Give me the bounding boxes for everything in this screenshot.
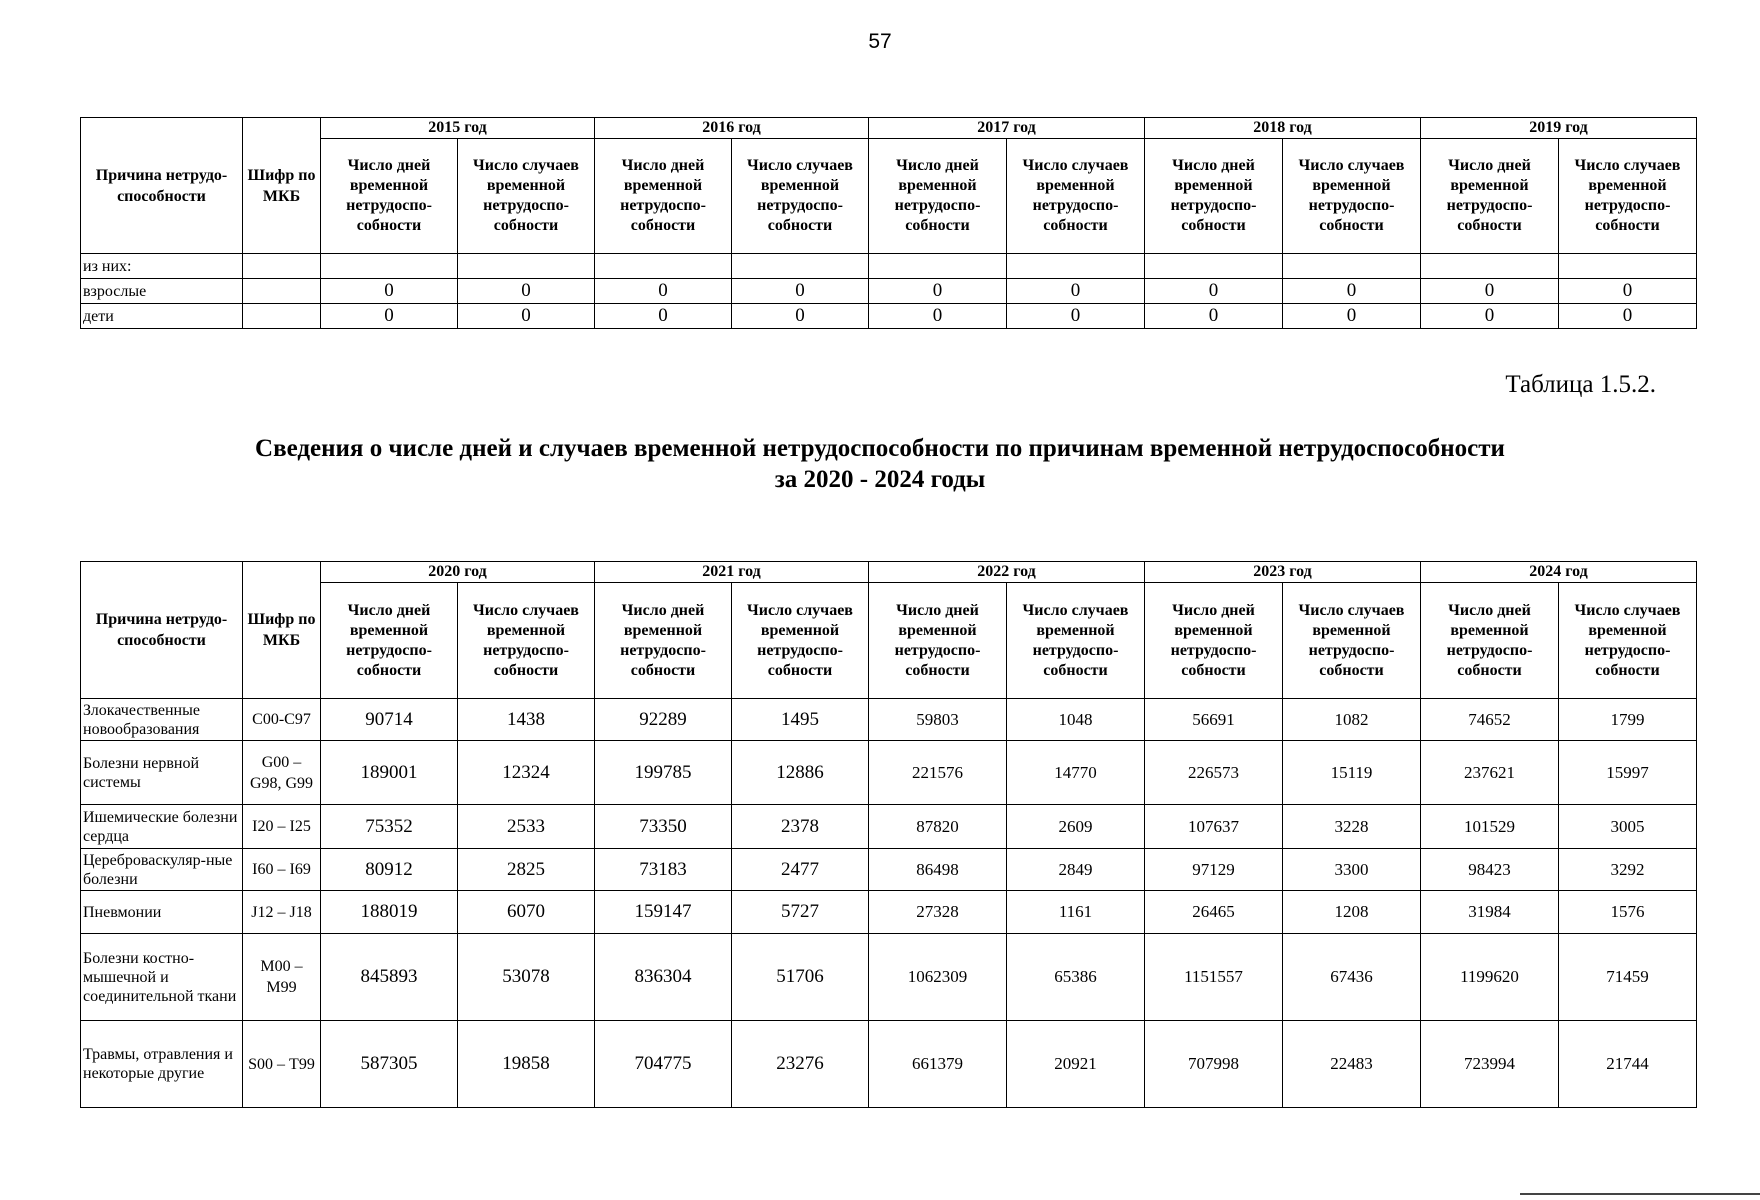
row-reason: Травмы, отравления и некоторые другие: [81, 1021, 243, 1108]
cell-cases: 2849: [1007, 849, 1145, 891]
cell-cases: 15119: [1283, 741, 1421, 805]
cell-days: 87820: [869, 805, 1007, 849]
cell-cases: 0: [458, 279, 595, 304]
table-row: [81, 849, 1697, 891]
year-header: 2021 год: [595, 562, 869, 583]
cell-days: 86498: [869, 849, 1007, 891]
table2-body: [81, 699, 1697, 1108]
cell-days: 1151557: [1145, 934, 1283, 1021]
cell-cases: 22483: [1283, 1021, 1421, 1108]
cell-days: 0: [1421, 279, 1559, 304]
cell-days: 0: [869, 279, 1007, 304]
cell-days: 723994: [1421, 1021, 1559, 1108]
cell-cases: 0: [1283, 304, 1421, 329]
cell-days: 189001: [321, 741, 458, 805]
cell-cases: [458, 254, 595, 279]
cell-cases: 2609: [1007, 805, 1145, 849]
cell-days: 1062309: [869, 934, 1007, 1021]
cell-cases: 2533: [458, 805, 595, 849]
table-2015-2019: [80, 117, 1697, 329]
year-header: 2022 год: [869, 562, 1145, 583]
cell-cases: 0: [1007, 279, 1145, 304]
cell-cases: 12886: [732, 741, 869, 805]
cell-cases: [1283, 254, 1421, 279]
page-number: 57: [868, 30, 892, 53]
cell-days: [1145, 254, 1283, 279]
cell-cases: 2477: [732, 849, 869, 891]
cell-days: 0: [1145, 304, 1283, 329]
cell-days: 0: [595, 279, 732, 304]
cell-cases: 6070: [458, 891, 595, 934]
cell-cases: 71459: [1559, 934, 1697, 1021]
table-row: [81, 1021, 1697, 1108]
cell-cases: 2378: [732, 805, 869, 849]
cell-days: 707998: [1145, 1021, 1283, 1108]
cell-days: 0: [595, 304, 732, 329]
cell-days: 27328: [869, 891, 1007, 934]
year-header: 2024 год: [1421, 562, 1697, 583]
cell-days: 661379: [869, 1021, 1007, 1108]
header-days: Число дней временной нетрудоспо-собности: [595, 139, 732, 254]
row-code: [243, 254, 321, 279]
cell-cases: 21744: [1559, 1021, 1697, 1108]
cell-cases: 1208: [1283, 891, 1421, 934]
cell-days: [595, 254, 732, 279]
cell-cases: 5727: [732, 891, 869, 934]
cell-cases: 3228: [1283, 805, 1421, 849]
cell-cases: 3292: [1559, 849, 1697, 891]
cell-days: 0: [321, 304, 458, 329]
table-2020-2024: [80, 561, 1697, 1108]
cell-days: 587305: [321, 1021, 458, 1108]
row-reason: Пневмонии: [81, 891, 243, 934]
cell-cases: 3005: [1559, 805, 1697, 849]
header-days: Число дней временной нетрудоспо-собности: [321, 583, 458, 699]
row-code: I60 – I69: [243, 849, 321, 891]
table-row: [81, 934, 1697, 1021]
cell-days: 226573: [1145, 741, 1283, 805]
header-days: Число дней временной нетрудоспо-собности: [1421, 139, 1559, 254]
cell-cases: 12324: [458, 741, 595, 805]
cell-days: 74652: [1421, 699, 1559, 741]
cell-days: 188019: [321, 891, 458, 934]
row-reason: Ишемические болезни сердца: [81, 805, 243, 849]
header-reason: Причина нетрудо-способности: [81, 562, 243, 699]
cell-days: 836304: [595, 934, 732, 1021]
cell-cases: 1048: [1007, 699, 1145, 741]
cell-days: [869, 254, 1007, 279]
cell-days: [321, 254, 458, 279]
cell-days: 1199620: [1421, 934, 1559, 1021]
row-code: S00 – Т99: [243, 1021, 321, 1108]
cell-cases: 1495: [732, 699, 869, 741]
row-reason: Злокачественные новообразования: [81, 699, 243, 741]
cell-days: 26465: [1145, 891, 1283, 934]
header-cases: Число случаев временной нетрудоспо-собности: [458, 583, 595, 699]
cell-cases: 0: [732, 279, 869, 304]
cell-cases: 2825: [458, 849, 595, 891]
cell-days: 73350: [595, 805, 732, 849]
table-row: [81, 891, 1697, 934]
cell-days: 159147: [595, 891, 732, 934]
row-code: [243, 279, 321, 304]
cell-days: 107637: [1145, 805, 1283, 849]
cell-cases: 0: [1559, 279, 1697, 304]
table-row: [81, 304, 1697, 329]
year-header: 2015 год: [321, 118, 595, 139]
header-cases: Число случаев временной нетрудоспо-собности: [1283, 583, 1421, 699]
cell-cases: [1007, 254, 1145, 279]
cell-cases: 1082: [1283, 699, 1421, 741]
cell-cases: 1576: [1559, 891, 1697, 934]
cell-days: 31984: [1421, 891, 1559, 934]
row-reason: Болезни костно-мышечной и соединительной ткани: [81, 934, 243, 1021]
cell-cases: 0: [1559, 304, 1697, 329]
cell-cases: 65386: [1007, 934, 1145, 1021]
cell-days: 0: [1421, 304, 1559, 329]
cell-days: [1421, 254, 1559, 279]
cell-days: 90714: [321, 699, 458, 741]
row-reason: Цереброваскуляр-ные болезни: [81, 849, 243, 891]
cell-cases: 67436: [1283, 934, 1421, 1021]
table1-header: [81, 118, 1697, 254]
cell-days: 59803: [869, 699, 1007, 741]
table-title-line-1: Сведения о числе дней и случаев временной нетрудоспособности по причинам временной нетрудоспособности: [255, 435, 1505, 462]
header-code: Шифр по МКБ: [243, 118, 321, 254]
year-header: 2019 год: [1421, 118, 1697, 139]
cell-cases: 20921: [1007, 1021, 1145, 1108]
row-code: М00 – М99: [243, 934, 321, 1021]
cell-cases: 0: [732, 304, 869, 329]
cell-days: 199785: [595, 741, 732, 805]
cell-cases: 0: [1007, 304, 1145, 329]
cell-days: 845893: [321, 934, 458, 1021]
year-header: 2018 год: [1145, 118, 1421, 139]
row-code: G00 – G98, G99: [243, 741, 321, 805]
row-reason: из них:: [81, 254, 243, 279]
cell-days: 101529: [1421, 805, 1559, 849]
cell-cases: 1799: [1559, 699, 1697, 741]
year-header: 2017 год: [869, 118, 1145, 139]
cell-cases: 0: [1283, 279, 1421, 304]
cell-cases: [1559, 254, 1697, 279]
cell-days: 221576: [869, 741, 1007, 805]
cell-days: 97129: [1145, 849, 1283, 891]
cell-cases: 53078: [458, 934, 595, 1021]
row-code: J12 – J18: [243, 891, 321, 934]
cell-days: 92289: [595, 699, 732, 741]
table-row: [81, 279, 1697, 304]
header-days: Число дней временной нетрудоспо-собности: [1145, 583, 1283, 699]
row-reason: взрослые: [81, 279, 243, 304]
table2-header: [81, 562, 1697, 699]
cell-days: 0: [1145, 279, 1283, 304]
header-reason: Причина нетрудо-способности: [81, 118, 243, 254]
cell-cases: 0: [458, 304, 595, 329]
header-days: Число дней временной нетрудоспо-собности: [869, 583, 1007, 699]
cell-days: 0: [321, 279, 458, 304]
table-title: [0, 433, 1760, 495]
table1-body: [81, 254, 1697, 329]
row-reason: дети: [81, 304, 243, 329]
table-label: Таблица 1.5.2.: [1505, 371, 1656, 398]
cell-days: 237621: [1421, 741, 1559, 805]
cell-days: 56691: [1145, 699, 1283, 741]
cell-days: 80912: [321, 849, 458, 891]
header-cases: Число случаев временной нетрудоспо-собности: [732, 139, 869, 254]
table-row: [81, 699, 1697, 741]
table-row: [81, 805, 1697, 849]
footer-rule: [1520, 1193, 1760, 1195]
cell-cases: 1161: [1007, 891, 1145, 934]
header-days: Число дней временной нетрудоспо-собности: [869, 139, 1007, 254]
table-title-line-2: за 2020 - 2024 годы: [774, 466, 986, 493]
cell-cases: 1438: [458, 699, 595, 741]
cell-cases: 15997: [1559, 741, 1697, 805]
year-header: 2020 год: [321, 562, 595, 583]
year-header: 2023 год: [1145, 562, 1421, 583]
cell-days: 75352: [321, 805, 458, 849]
header-cases: Число случаев временной нетрудоспо-собности: [458, 139, 595, 254]
cell-cases: [732, 254, 869, 279]
row-code: [243, 304, 321, 329]
cell-cases: 14770: [1007, 741, 1145, 805]
header-days: Число дней временной нетрудоспо-собности: [1145, 139, 1283, 254]
row-code: I20 – I25: [243, 805, 321, 849]
header-cases: Число случаев временной нетрудоспо-собности: [1559, 583, 1697, 699]
table-row: [81, 741, 1697, 805]
row-code: С00-С97: [243, 699, 321, 741]
cell-days: 98423: [1421, 849, 1559, 891]
cell-cases: 3300: [1283, 849, 1421, 891]
cell-days: 0: [869, 304, 1007, 329]
table-row: [81, 254, 1697, 279]
header-cases: Число случаев временной нетрудоспо-собности: [1007, 583, 1145, 699]
header-days: Число дней временной нетрудоспо-собности: [321, 139, 458, 254]
cell-cases: 23276: [732, 1021, 869, 1108]
header-code: Шифр по МКБ: [243, 562, 321, 699]
header-cases: Число случаев временной нетрудоспо-собности: [1007, 139, 1145, 254]
header-cases: Число случаев временной нетрудоспо-собности: [732, 583, 869, 699]
header-cases: Число случаев временной нетрудоспо-собности: [1559, 139, 1697, 254]
row-reason: Болезни нервной системы: [81, 741, 243, 805]
cell-days: 704775: [595, 1021, 732, 1108]
year-header: 2016 год: [595, 118, 869, 139]
cell-days: 73183: [595, 849, 732, 891]
header-cases: Число случаев временной нетрудоспо-собности: [1283, 139, 1421, 254]
cell-cases: 19858: [458, 1021, 595, 1108]
header-days: Число дней временной нетрудоспо-собности: [1421, 583, 1559, 699]
cell-cases: 51706: [732, 934, 869, 1021]
header-days: Число дней временной нетрудоспо-собности: [595, 583, 732, 699]
